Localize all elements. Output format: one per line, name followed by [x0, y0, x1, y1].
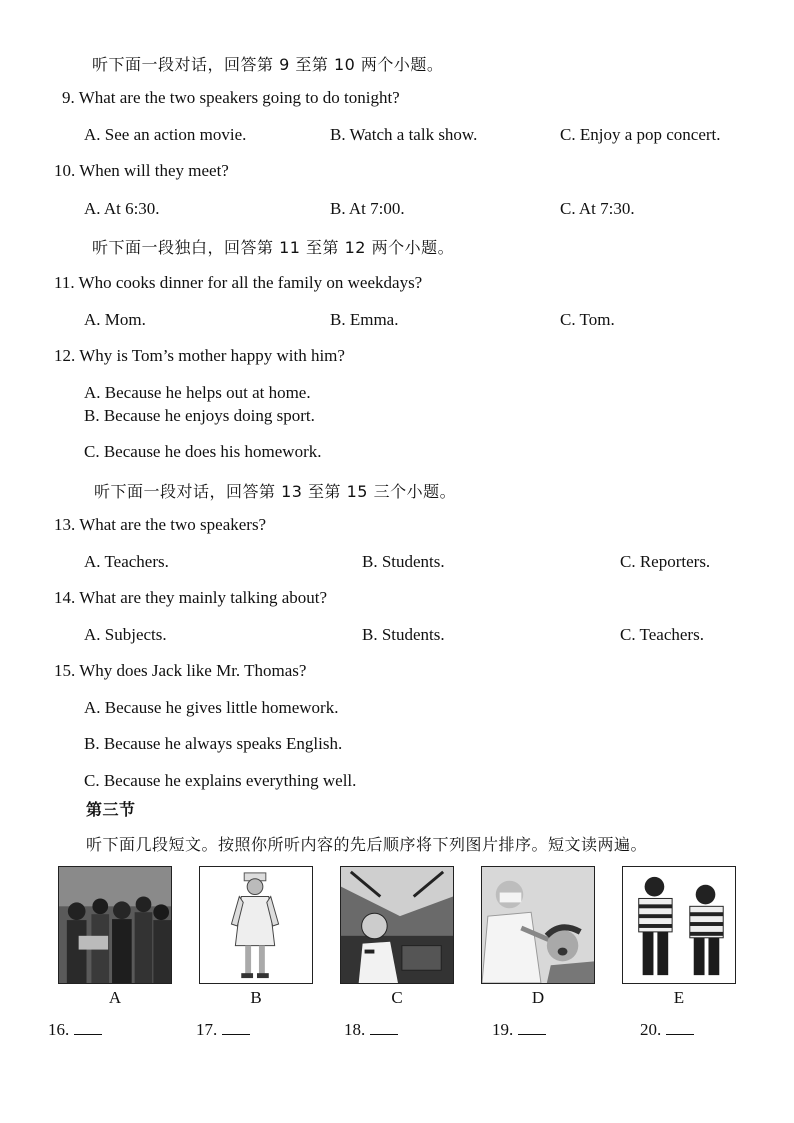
picture-label-a: A — [108, 988, 122, 1007]
question-12-stem: 12. Why is Tom’s mother happy with him? — [54, 346, 345, 365]
question-13-option-b: B. Students. — [362, 552, 445, 571]
answer-19-number: 19. — [492, 1020, 514, 1039]
answer-16-number: 16. — [48, 1020, 70, 1039]
answer-18-blank[interactable] — [370, 1022, 398, 1035]
question-10-stem: 10. When will they meet? — [54, 161, 229, 180]
nurse-photo-icon — [199, 866, 313, 984]
answer-16 — [48, 1020, 102, 1040]
question-13-option-c: C. Reporters. — [620, 552, 711, 571]
question-11-option-c: C. Tom. — [560, 310, 615, 329]
part3-heading: 第三节 — [86, 800, 136, 819]
picture-label-d: D — [531, 988, 545, 1007]
answer-18-number: 18. — [344, 1020, 366, 1039]
question-14-option-c: C. Teachers. — [620, 625, 704, 644]
answer-20-number: 20. — [640, 1020, 662, 1039]
question-11-stem: 11. Who cooks dinner for all the family on weekdays? — [54, 273, 423, 292]
section-intro-9-10: 听下面一段对话，回答第 9 至第 10 两个小题。 — [92, 55, 444, 74]
answer-19 — [492, 1020, 546, 1040]
question-12-option-b: B. Because he enjoys doing sport. — [84, 406, 315, 425]
question-11-option-a: A. Mom. — [84, 310, 146, 329]
question-12-option-c: C. Because he does his homework. — [84, 442, 322, 461]
question-10-option-a: A. At 6:30. — [84, 199, 160, 218]
answer-20 — [640, 1020, 694, 1040]
pilot-photo-icon — [340, 866, 454, 984]
section-intro-11-12: 听下面一段独白，回答第 11 至第 12 两个小题。 — [92, 238, 455, 257]
answer-17-number: 17. — [196, 1020, 218, 1039]
question-9-option-b: B. Watch a talk show. — [330, 125, 478, 144]
question-15-option-b: B. Because he always speaks English. — [84, 734, 343, 753]
children-sweaters-photo-icon — [622, 866, 736, 984]
question-15-option-c: C. Because he explains everything well. — [84, 771, 357, 790]
question-9-option-c: C. Enjoy a pop concert. — [560, 125, 721, 144]
answer-17-blank[interactable] — [222, 1022, 250, 1035]
section-intro-13-15: 听下面一段对话，回答第 13 至第 15 三个小题。 — [94, 482, 457, 501]
question-9-option-a: A. See an action movie. — [84, 125, 247, 144]
question-15-stem: 15. Why does Jack like Mr. Thomas? — [54, 661, 307, 680]
question-14-option-b: B. Students. — [362, 625, 445, 644]
answer-18 — [344, 1020, 398, 1040]
question-10-option-c: C. At 7:30. — [560, 199, 635, 218]
answer-16-blank[interactable] — [74, 1022, 102, 1035]
question-14-stem: 14. What are they mainly talking about? — [54, 588, 328, 607]
answer-17 — [196, 1020, 250, 1040]
answer-20-blank[interactable] — [666, 1022, 694, 1035]
question-10-option-b: B. At 7:00. — [330, 199, 405, 218]
answer-19-blank[interactable] — [518, 1022, 546, 1035]
question-15-option-a: A. Because he gives little homework. — [84, 698, 339, 717]
question-14-option-a: A. Subjects. — [84, 625, 167, 644]
dentist-photo-icon — [481, 866, 595, 984]
question-11-option-b: B. Emma. — [330, 310, 399, 329]
picture-label-e: E — [673, 988, 685, 1007]
part3-instruction: 听下面几段短文。按照你所听内容的先后顺序将下列图片排序。短文读两遍。 — [86, 835, 648, 854]
question-13-stem: 13. What are the two speakers? — [54, 515, 267, 534]
question-9-stem: 9. What are the two speakers going to do tonight? — [62, 88, 400, 107]
question-12-option-a: A. Because he helps out at home. — [84, 383, 311, 402]
question-13-option-a: A. Teachers. — [84, 552, 169, 571]
picture-label-c: C — [391, 988, 403, 1007]
picture-label-b: B — [250, 988, 262, 1007]
crowd-photo-icon — [58, 866, 172, 984]
